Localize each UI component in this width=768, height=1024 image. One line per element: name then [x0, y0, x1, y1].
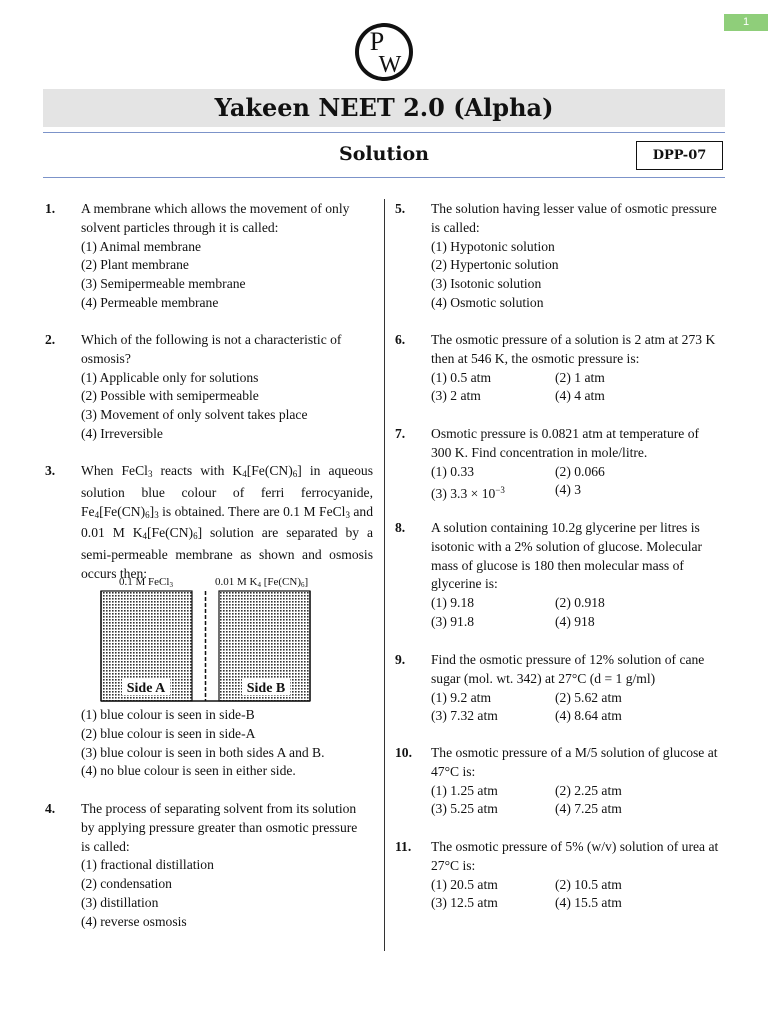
option: (1) 1.25 atm	[431, 782, 498, 798]
option: (3) 2 atm	[431, 388, 481, 404]
option: (1) blue colour is seen in side-B	[81, 707, 255, 722]
question-11	[395, 838, 723, 918]
question-stem-line: Osmotic pressure is 0.0821 atm at temperature of	[431, 426, 700, 441]
question-stem-line: is called:	[431, 219, 480, 235]
question-stem-line: then at 546 K, the osmotic pressure is:	[431, 350, 640, 366]
question-stem-line: The osmotic pressure of a M/5 solution of glucose at	[431, 745, 718, 760]
option: (3) 91.8	[431, 614, 475, 629]
question-stem-line: 47°C is:	[431, 763, 476, 779]
option: (1) Animal membrane	[81, 238, 202, 254]
option: (1) 0.33	[431, 463, 475, 479]
question-number: 2.	[45, 332, 56, 347]
question-stem-line: Which of the following is not a characteristic of	[81, 332, 342, 347]
question-number: 6.	[395, 332, 406, 347]
option: (1) 9.18	[431, 595, 475, 611]
option: (2) 2.25 atm	[555, 782, 622, 798]
option: (2) condensation	[81, 876, 172, 892]
question-3-options	[45, 706, 373, 786]
question-stem-line: is called:	[81, 838, 130, 854]
question-stem-line: osmosis?	[81, 350, 131, 366]
option: (4) Permeable membrane	[81, 295, 219, 310]
question-number: 9.	[395, 652, 406, 667]
option: (4) 918	[555, 614, 595, 629]
option: (4) 7.25 atm	[555, 801, 622, 817]
question-number: 8.	[395, 520, 406, 535]
question-stem-line: A solution containing 10.2g glycerine per litres is	[431, 520, 700, 535]
question-stem-line: isotonic with a 2% solution of glucose. Molecular	[431, 538, 703, 554]
logo-letter-p: P	[369, 27, 385, 56]
option: (4) 8.64 atm	[555, 708, 622, 724]
option: (4) reverse osmosis	[81, 913, 187, 929]
column-divider	[384, 199, 385, 951]
title-rule	[43, 132, 725, 133]
question-number: 4.	[45, 801, 56, 816]
option: (2) 10.5 atm	[555, 876, 622, 892]
question-5	[395, 200, 723, 320]
question-1	[45, 200, 373, 320]
question-number: 1.	[45, 201, 56, 216]
question-stem-line: 27°C is:	[431, 857, 476, 873]
option: (4) 3	[555, 482, 582, 498]
question-4	[45, 800, 373, 940]
question-stem-line: The osmotic pressure of 5% (w/v) solution of urea at	[431, 839, 719, 854]
option: (3) Movement of only solvent takes place	[81, 407, 308, 423]
question-10	[395, 744, 723, 824]
subject-heading: Solution	[339, 143, 429, 165]
question-stem-line: Find the osmotic pressure of 12% solution of cane	[431, 652, 705, 667]
question-number: 7.	[395, 426, 406, 441]
option: (3) 7.32 atm	[431, 708, 498, 724]
logo-letter-w: W	[378, 52, 402, 78]
question-stem-line: sugar (mol. wt. 342) at 27°C (d = 1 g/ml)	[431, 670, 656, 686]
option: (1) Hypotonic solution	[431, 238, 555, 254]
question-stem-line: mass of glucose is 180 then molecular mass of	[431, 557, 684, 573]
question-9	[395, 651, 723, 731]
dpp-box: DPP-07	[636, 141, 723, 170]
option: (2) 0.918	[555, 595, 605, 611]
page-title: Yakeen NEET 2.0 (Alpha)	[43, 89, 725, 127]
osmosis-diagram	[100, 574, 312, 704]
option: (2) 5.62 atm	[555, 689, 622, 705]
diagram-label-k4fecn6: 0.01 M K4 [Fe(CN)6]	[215, 576, 309, 589]
question-number: 3.	[45, 463, 56, 478]
option: (4) Osmotic solution	[431, 295, 544, 310]
option: (3) Isotonic solution	[431, 276, 542, 292]
question-stem-line: solvent particles through it is called:	[81, 219, 279, 235]
question-stem-line: glycerine is:	[431, 576, 498, 592]
question-number: 10.	[395, 745, 412, 760]
question-stem-line: A membrane which allows the movement of only	[81, 201, 350, 216]
question-stem-line: The solution having lesser value of osmotic pressure	[431, 201, 717, 216]
option: (3) Semipermeable membrane	[81, 276, 246, 292]
side-b-label: Side B	[246, 681, 286, 696]
option: (1) fractional distillation	[81, 857, 214, 873]
question-number: 5.	[395, 201, 406, 216]
question-7	[395, 425, 723, 505]
question-6	[395, 331, 723, 411]
option: (2) Plant membrane	[81, 257, 189, 273]
option: (3) blue colour is seen in both sides A and B.	[81, 744, 325, 760]
option: (1) 20.5 atm	[431, 876, 498, 892]
option: (4) Irreversible	[81, 426, 163, 441]
option: (2) blue colour is seen in side-A	[81, 725, 256, 741]
page-number-badge: 1	[724, 14, 768, 31]
question-stem-line: The osmotic pressure of a solution is 2 atm at 273 K	[431, 332, 716, 347]
question-2	[45, 331, 373, 451]
option: (3) 5.25 atm	[431, 801, 498, 817]
question-stem-line: The process of separating solvent from its solution	[81, 801, 357, 816]
option: (2) 0.066	[555, 463, 605, 479]
pw-logo	[354, 18, 414, 86]
option: (3) 12.5 atm	[431, 895, 498, 911]
option: (3) distillation	[81, 895, 159, 910]
diagram-label-fecl3: 0.1 M FeCl3	[119, 576, 173, 589]
question-number: 11.	[395, 839, 412, 854]
question-stem-line: by applying pressure greater than osmotic pressure	[81, 819, 358, 835]
option: (1) 0.5 atm	[431, 369, 492, 385]
question-8	[395, 519, 723, 639]
option: (3) $3.3 \times 10^{-3}$	[431, 485, 505, 502]
option: (2) Possible with semipermeable	[81, 388, 259, 404]
header-rule	[43, 177, 725, 178]
side-a-label: Side A	[126, 681, 166, 696]
option: (4) 4 atm	[555, 388, 605, 404]
option: (2) Hypertonic solution	[431, 257, 559, 273]
option: (4) no blue colour is seen in either side.	[81, 763, 296, 779]
option: (1) Applicable only for solutions	[81, 369, 259, 385]
option: (4) 15.5 atm	[555, 895, 622, 911]
option: (2) 1 atm	[555, 369, 605, 385]
option: (1) 9.2 atm	[431, 689, 492, 705]
question-stem-line: 300 K. Find concentration in mole/litre.	[431, 444, 648, 460]
question-stem: When FeCl$_3$ reacts with $K_4[Fe(CN)_6]$ in aqueous solution blue colour of ferri ferrocyanide, $Fe_4[Fe(CN)_6]_3$ is obtained. There are 0.1 M FeCl$_3$ and 0.01 M $K_4[Fe(CN)_6]$ solution are separated by a semi-permeable membrane as shown and osmosis occurs then:	[81, 463, 373, 581]
